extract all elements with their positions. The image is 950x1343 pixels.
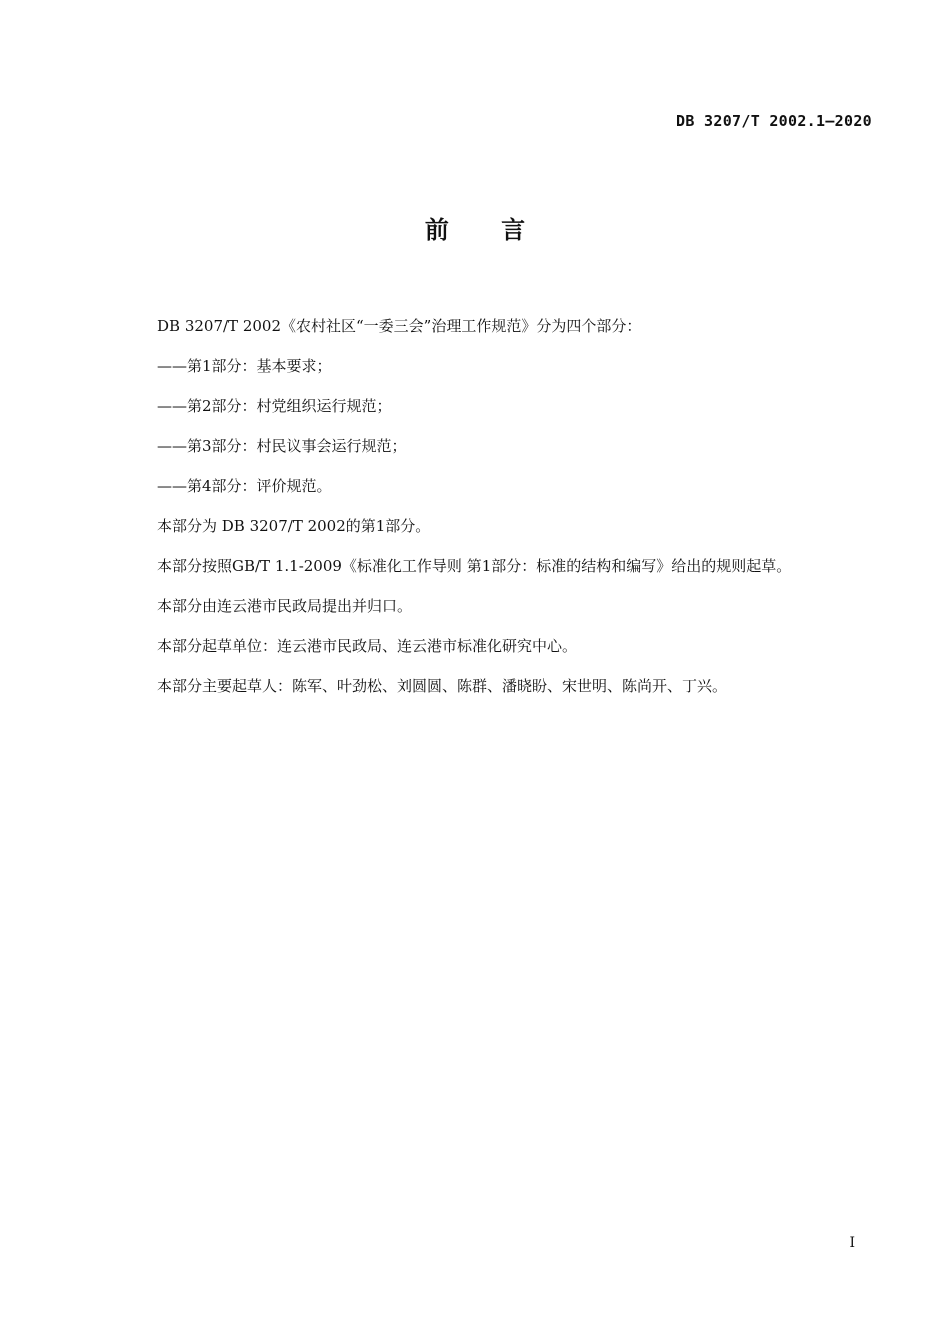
list-item-part-1: ——第1部分：基本要求；	[157, 357, 332, 375]
paragraph-intro: DB 3207/T 2002《农村社区“一委三会”治理工作规范》分为四个部分：	[157, 317, 642, 335]
foreword-body	[157, 315, 877, 715]
page-number: I	[849, 1235, 855, 1251]
paragraph-drafting-units: 本部分起草单位：连云港市民政局、连云港市标准化研究中心。	[157, 637, 578, 655]
document-code: DB 3207/T 2002.1—2020	[676, 112, 872, 130]
paragraph-part-statement: 本部分为 DB 3207/T 2002的第1部分。	[157, 517, 431, 535]
list-item-part-4: ——第4部分：评价规范。	[157, 477, 332, 495]
list-item-part-2: ——第2部分：村党组织运行规范；	[157, 397, 392, 415]
list-item-part-3: ——第3部分：村民议事会运行规范；	[157, 437, 407, 455]
page-title: 前 言	[424, 216, 548, 244]
paragraph-proposer: 本部分由连云港市民政局提出并归口。	[157, 597, 413, 615]
paragraph-drafters: 本部分主要起草人：陈军、叶劲松、刘圆圆、陈群、潘晓盼、宋世明、陈尚开、丁兴。	[157, 677, 728, 695]
paragraph-drafting-rules: 本部分按照GB/T 1.1-2009《标准化工作导则 第1部分：标准的结构和编写》给出的规则起草。	[157, 557, 792, 575]
